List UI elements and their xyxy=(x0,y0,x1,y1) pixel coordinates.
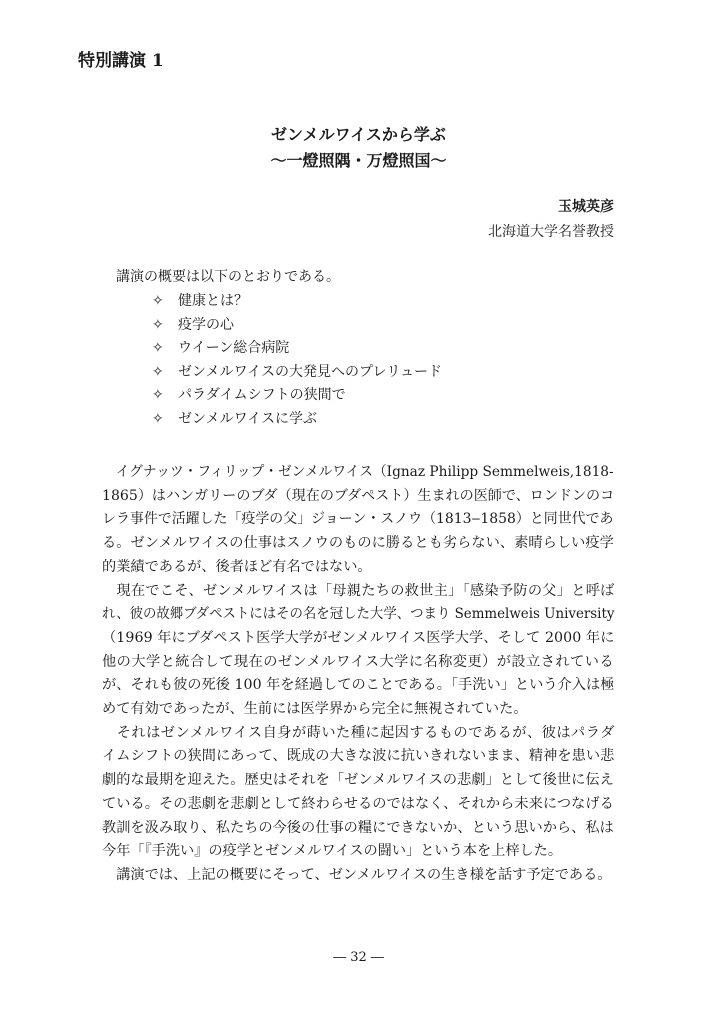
body-line: 現在でこそ、ゼンメルワイスは「母親たちの救世主」「感染予防の父」と呼ば xyxy=(102,582,615,599)
sparkle-bullet-icon: ✧ xyxy=(152,363,164,380)
outline-item xyxy=(152,408,317,428)
body-line: ている。その悲劇を悲劇として終わらせるのではなく、それから未来につなげる xyxy=(102,795,614,812)
page-number: ― 32 ― xyxy=(333,950,384,965)
author-name: 玉城英彦 xyxy=(558,199,614,215)
body-line: 今年「『手洗い』の疫学とゼンメルワイスの闘い」という本を上梓した。 xyxy=(102,843,563,860)
outline-item xyxy=(152,290,248,310)
sparkle-bullet-icon: ✧ xyxy=(152,316,164,333)
body-line: が、それも彼の死後 100 年を経過してのことである。「手洗い」という介入は極 xyxy=(102,677,615,694)
body-line: レラ事件で活躍した「疫学の父」ジョーン・スノウ（1813‒1858）と同世代であ xyxy=(102,511,614,528)
outline-item-text: ウイーン総合病院 xyxy=(178,340,290,356)
sparkle-bullet-icon: ✧ xyxy=(152,410,164,427)
outline-item-text: ゼンメルワイスに学ぶ xyxy=(178,410,318,427)
outline-item-text: 疫学の心 xyxy=(178,316,234,333)
body-line: イムシフトの狭間にあって、既成の大きな波に抗いきれないまま、精神を患い悲 xyxy=(102,748,615,765)
outline-item xyxy=(152,384,346,404)
body-line: 講演では、上記の概要にそって、ゼンメルワイスの生き様を話す予定である。 xyxy=(102,866,612,883)
body-line: 他の大学と統合して現在のゼンメルワイス大学に名称変更）が設立されている xyxy=(102,653,615,670)
sparkle-bullet-icon: ✧ xyxy=(152,340,164,356)
outline-item xyxy=(152,361,442,381)
outline-item xyxy=(152,314,234,334)
outline-intro: 講演の概要は以下のとおりである。 xyxy=(116,269,340,285)
page-title: ゼンメルワイスから学ぶ xyxy=(271,125,446,144)
body-line: （1969 年にブダペスト医学大学がゼンメルワイス医学大学、そして 2000 年に xyxy=(102,629,615,646)
body-line: る。ゼンメルワイスの仕事はスノウのものに勝るとも劣らない、素晴らしい疫学 xyxy=(102,535,614,552)
body-line: イグナッツ・フィリップ・ゼンメルワイス（Ignaz Philipp Semmelweis,1818- xyxy=(102,464,614,480)
body-line: れ、彼の故郷ブダペストにはその名を冠した大学、つまり Semmelweis University xyxy=(102,606,615,623)
body-line: 的業績であるが、後者ほど有名ではない。 xyxy=(102,558,372,575)
page-subtitle: 〜一燈照隅・万燈照国〜 xyxy=(270,151,447,170)
sparkle-bullet-icon: ✧ xyxy=(152,387,164,403)
section-label: 特別講演 1 xyxy=(78,51,164,71)
body-line: 教訓を汲み取り、私たちの今後の仕事の糧にできないか、という思いから、私は xyxy=(102,819,614,836)
body-line: 1865）はハンガリーのブダ（現在のブダペスト）生まれの医師で、ロンドンのコ xyxy=(102,487,615,504)
outline-item xyxy=(152,337,289,357)
body-line: それはゼンメルワイス自身が蒔いた種に起因するものであるが、彼はパラダ xyxy=(102,724,615,741)
outline-item-text: パラダイムシフトの狭間で xyxy=(178,387,346,403)
sparkle-bullet-icon: ✧ xyxy=(152,293,164,309)
body-line: 劇的な最期を迎えた。歴史はそれを「ゼンメルワイスの悲劇」として後世に伝え xyxy=(102,772,614,789)
body-line: めて有効であったが、生前には医学界から完全に無視されていた。 xyxy=(102,701,528,717)
outline-item-text: 健康とは？ xyxy=(178,293,248,309)
outline-item-text: ゼンメルワイスの大発見へのプレリュード xyxy=(178,363,443,380)
author-affiliation: 北海道大学名誉教授 xyxy=(488,224,614,240)
